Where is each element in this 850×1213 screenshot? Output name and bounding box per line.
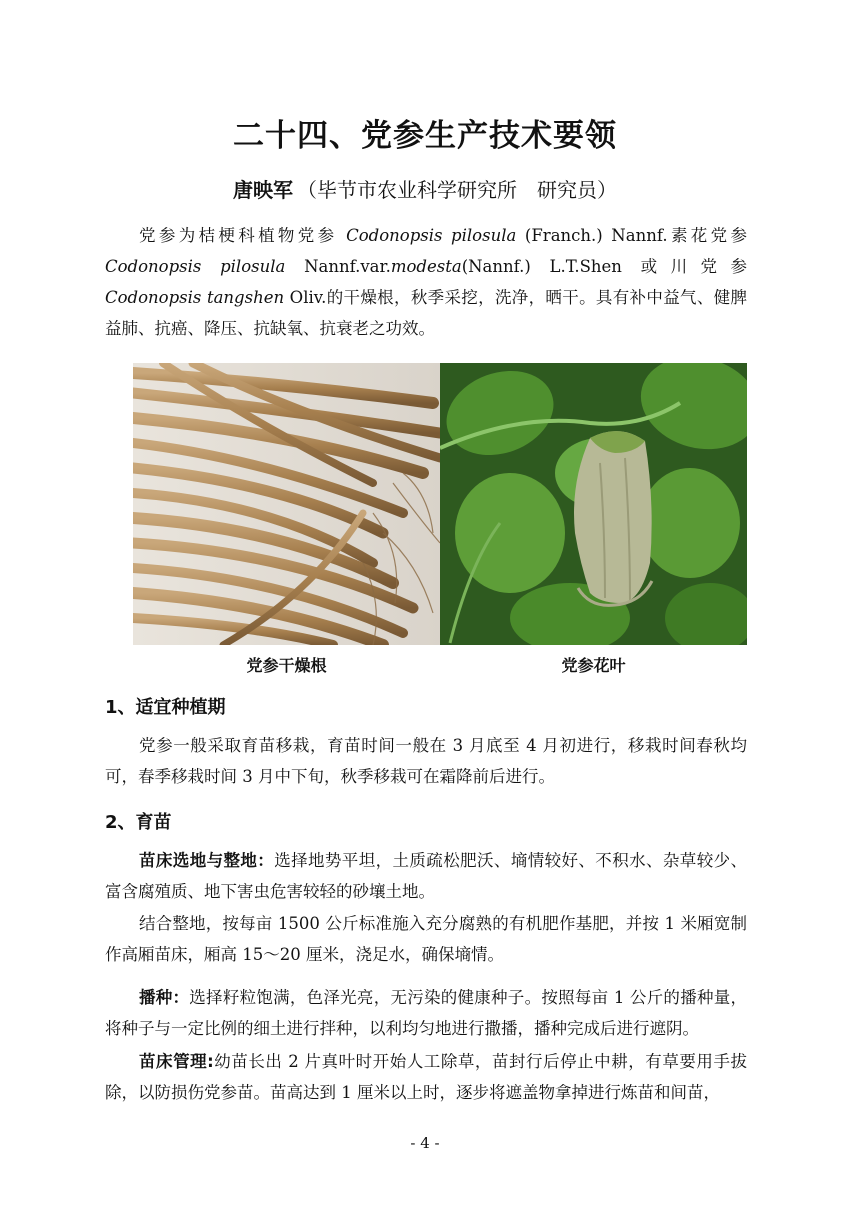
dried-root-photo bbox=[133, 363, 440, 645]
seedbed-management-label: 苗床管理: bbox=[139, 1052, 214, 1071]
author-affiliation: （毕节市农业科学研究所 研究员） bbox=[297, 178, 617, 202]
flower-leaf-photo bbox=[440, 363, 747, 645]
species-name-2: Codonopsis pilosula bbox=[105, 257, 286, 276]
species-name-3: Codonopsis tangshen bbox=[105, 288, 285, 307]
intro-text-2: (Franch.) Nannf.素花党参 bbox=[516, 226, 747, 245]
intro-text-5: Oliv.的干燥根，秋季采挖，洗净，晒干。具有补中益气、健脾益肺、抗癌、降压、抗缺氧、抗衰老之功效。 bbox=[105, 288, 748, 338]
intro-text-3: Nannf.var. bbox=[285, 257, 391, 276]
seedbed-selection-text: 选择地势平坦，土质疏松肥沃、墒情较好、不积水、杂草较少、富含腐殖质、地下害虫危害较轻的砂壤土地。 bbox=[105, 851, 748, 901]
seedbed-selection-label: 苗床选地与整地： bbox=[139, 851, 275, 870]
author-line bbox=[0, 174, 850, 203]
author-name: 唐映军 bbox=[233, 178, 293, 202]
seedbed-management-paragraph bbox=[105, 1046, 747, 1108]
right-figure-caption: 党参花叶 bbox=[561, 656, 626, 675]
left-figure-caption: 党参干燥根 bbox=[246, 656, 327, 675]
land-preparation-paragraph: 结合整地，按每亩 1500 公斤标准施入充分腐熟的有机肥作基肥，并按 1 米厢宽制作高厢苗床，厢高 15～20 厘米，浇足水，确保墒情。 bbox=[105, 914, 747, 964]
variety-name: modesta bbox=[390, 257, 462, 276]
intro-text-1: 党参为桔梗科植物党参 bbox=[139, 226, 347, 245]
page-title: 二十四、党参生产技术要领 bbox=[233, 118, 617, 154]
sowing-text: 选择籽粒饱满，色泽光亮，无污染的健康种子。按照每亩 1 公斤的播种量，将种子与一定比例的细土进行拌种，以利均匀地进行撒播，播种完成后进行遮阴。 bbox=[105, 988, 747, 1038]
sowing-paragraph bbox=[105, 982, 747, 1044]
species-name-1: Codonopsis pilosula bbox=[346, 226, 517, 245]
section-2-heading: 2、育苗 bbox=[105, 812, 172, 833]
section-1-body: 党参一般采取育苗移栽，育苗时间一般在 3 月底至 4 月初进行，移栽时间春秋均可，春季移栽时间 3 月中下旬，秋季移栽可在霜降前后进行。 bbox=[105, 736, 747, 786]
section-1-heading: 1、适宜种植期 bbox=[105, 697, 226, 718]
seedbed-management-text: 幼苗长出 2 片真叶时开始人工除草，苗封行后停止中耕，有草要用手拔除，以防损伤党参苗。苗高达到 1 厘米以上时，逐步将遮盖物拿掉进行炼苗和间苗， bbox=[105, 1052, 747, 1102]
intro-text-4: (Nannf.) L.T.Shen 或川党参 bbox=[461, 257, 747, 276]
page-number: - 4 - bbox=[410, 1134, 440, 1152]
seedbed-selection-paragraph bbox=[105, 845, 747, 907]
sowing-label: 播种： bbox=[139, 988, 190, 1007]
intro-paragraph bbox=[105, 220, 747, 344]
